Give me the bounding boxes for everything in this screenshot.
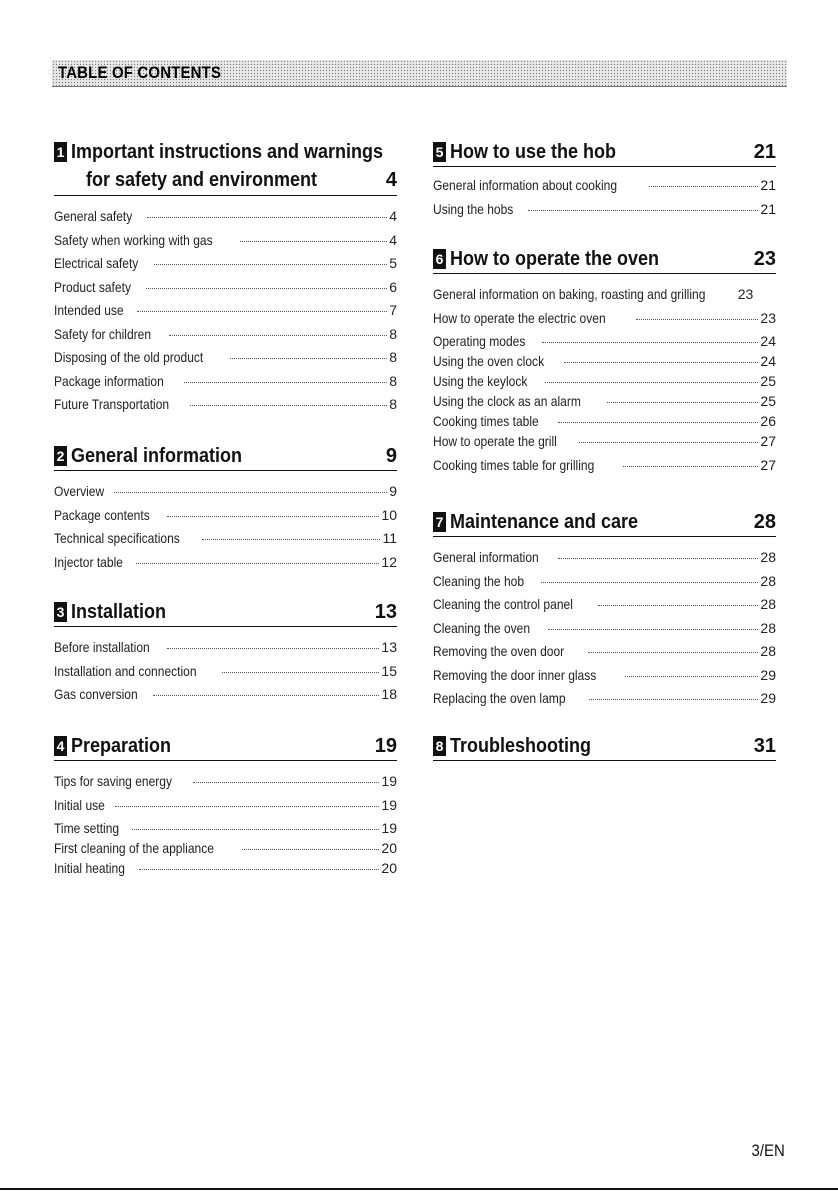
entry-page: 4	[389, 231, 397, 248]
entry-page: 8	[389, 372, 397, 389]
entry-page: 5	[389, 255, 397, 271]
section-title: Maintenance and care	[450, 511, 639, 533]
entry-page: 8	[389, 396, 397, 412]
dot-leader	[230, 358, 388, 359]
dot-leader	[153, 695, 379, 696]
toc-entry[interactable]	[54, 797, 397, 821]
entry-label: How to operate the electric oven	[433, 309, 606, 326]
dot-leader	[240, 241, 387, 242]
entry-page: 8	[389, 325, 397, 342]
section-heading[interactable]	[54, 444, 397, 471]
section-title: Installation	[71, 601, 167, 623]
entry-list	[433, 177, 776, 224]
entry-label: Gas conversion	[54, 686, 138, 702]
toc-section-2	[54, 444, 397, 577]
dot-leader	[167, 648, 379, 649]
entry-page: 29	[760, 666, 776, 683]
dot-leader	[154, 264, 387, 265]
entry-page: 28	[760, 643, 776, 659]
toc-title: TABLE OF CONTENTS	[58, 63, 222, 82]
dot-leader	[139, 869, 380, 870]
entry-page: 15	[381, 662, 397, 679]
entry-list	[54, 773, 397, 880]
toc-entry[interactable]	[433, 393, 776, 413]
toc-entry[interactable]	[54, 554, 397, 578]
toc-entry[interactable]	[433, 643, 776, 667]
entry-label: Technical specifications	[54, 530, 180, 546]
dot-leader	[242, 849, 379, 850]
entry-page: 19	[381, 820, 397, 836]
section-heading[interactable]	[54, 600, 397, 627]
entry-page: 28	[760, 572, 776, 589]
entry-label: General information about cooking	[433, 177, 618, 193]
toc-entry[interactable]	[433, 433, 776, 457]
toc-entry[interactable]	[54, 860, 397, 880]
dot-leader	[548, 629, 759, 630]
dot-leader	[193, 782, 379, 783]
section-number-badge: 5	[433, 142, 446, 162]
dot-leader	[137, 311, 387, 312]
section-number-badge: 2	[54, 446, 67, 466]
toc-entry[interactable]	[54, 639, 397, 663]
toc-entry[interactable]	[433, 667, 776, 691]
section-page-number: 19	[374, 735, 397, 757]
entry-page: 9	[389, 483, 397, 499]
toc-entry[interactable]	[433, 549, 776, 573]
toc-entry[interactable]	[54, 232, 397, 256]
entry-label: Disposing of the old product	[54, 349, 204, 365]
dot-leader	[542, 342, 758, 343]
dot-leader	[132, 829, 380, 830]
entry-page: 27	[760, 433, 776, 449]
dot-leader	[579, 442, 758, 443]
dot-leader	[623, 466, 759, 467]
section-page-number: 28	[753, 511, 776, 533]
entry-label: Electrical safety	[54, 255, 139, 271]
dot-leader	[649, 186, 758, 187]
toc-entry[interactable]	[54, 373, 397, 397]
toc-entry[interactable]	[54, 820, 397, 840]
entry-label: General information	[433, 549, 539, 565]
page-number-footer: 3/EN	[751, 1141, 785, 1160]
entry-page: 10	[381, 506, 397, 523]
entry-label: Cleaning the hob	[433, 572, 525, 589]
dot-leader	[598, 605, 759, 606]
toc-entry[interactable]	[54, 255, 397, 279]
toc-entry[interactable]	[54, 840, 397, 860]
dot-leader	[146, 288, 388, 289]
toc-entry[interactable]	[433, 201, 776, 225]
entry-page: 28	[760, 619, 776, 636]
section-heading[interactable]	[54, 140, 397, 166]
toc-section-7	[433, 510, 776, 714]
dot-leader	[115, 806, 379, 807]
toc-entry[interactable]	[433, 353, 776, 373]
toc-section-5	[433, 140, 776, 224]
toc-section-3	[54, 600, 397, 710]
dot-leader	[114, 492, 387, 493]
entry-label: Installation and connection	[54, 662, 197, 679]
entry-label: Operating modes	[433, 333, 526, 349]
toc-entry[interactable]	[433, 373, 776, 393]
section-title: Preparation	[71, 735, 172, 757]
entry-label: Package information	[54, 372, 164, 389]
toc-entry[interactable]	[54, 349, 397, 373]
entry-page: 21	[760, 200, 776, 217]
entry-label: Initial heating	[54, 860, 125, 876]
entry-label: Safety when working with gas	[54, 231, 213, 248]
dot-leader	[564, 362, 758, 363]
entry-page: 24	[760, 353, 776, 369]
entry-label: First cleaning of the appliance	[54, 840, 214, 856]
entry-label: How to operate the grill	[433, 433, 557, 449]
entry-page: 8	[389, 349, 397, 365]
entry-page: 27	[760, 456, 776, 473]
section-title: Troubleshooting	[450, 735, 591, 757]
section-heading[interactable]	[433, 247, 776, 274]
dot-leader	[545, 382, 759, 383]
dot-leader	[558, 422, 758, 423]
dot-leader	[528, 210, 758, 211]
entry-label: Removing the door inner glass	[433, 666, 597, 683]
entry-label: Time setting	[54, 820, 120, 836]
dot-leader	[190, 405, 387, 406]
dot-leader	[589, 699, 758, 700]
section-heading[interactable]	[433, 140, 776, 167]
entry-label: Cooking times table for grilling	[433, 456, 595, 473]
dot-leader	[625, 676, 759, 677]
toc-entry[interactable]	[433, 596, 776, 620]
dot-leader	[169, 335, 387, 336]
entry-label: Using the oven clock	[433, 353, 545, 369]
dot-leader	[541, 582, 759, 583]
entry-label: Safety for children	[54, 325, 152, 342]
entry-page: 23	[760, 309, 776, 326]
section-heading[interactable]	[433, 734, 776, 761]
entry-label: Using the hobs	[433, 200, 514, 217]
entry-page: 20	[381, 860, 397, 876]
entry-page: 19	[381, 796, 397, 813]
dot-leader	[558, 558, 758, 559]
section-page-number: 13	[374, 601, 397, 623]
entry-page: 19	[381, 773, 397, 789]
toc-entry[interactable]	[54, 326, 397, 350]
toc-entry[interactable]	[433, 286, 776, 310]
section-number-badge: 4	[54, 736, 67, 756]
section-number-badge: 6	[433, 249, 446, 269]
dot-leader	[202, 539, 380, 540]
toc-entry[interactable]	[433, 457, 776, 481]
dot-leader	[184, 382, 388, 383]
section-page-number: 4	[385, 169, 397, 191]
section-number-badge: 3	[54, 602, 67, 622]
section-title-line2: for safety and environment	[86, 169, 318, 191]
entry-label: Replacing the oven lamp	[433, 690, 566, 706]
entry-label: Cleaning the oven	[433, 619, 531, 636]
toc-entry[interactable]	[54, 208, 397, 232]
entry-label: Tips for saving energy	[54, 773, 173, 789]
entry-list	[54, 639, 397, 710]
section-heading-line2[interactable]	[54, 168, 397, 196]
toc-entry[interactable]	[433, 573, 776, 597]
section-heading[interactable]	[54, 734, 397, 761]
dot-leader	[588, 652, 759, 653]
entry-label: Future Transportation	[54, 396, 170, 412]
entry-list	[433, 549, 776, 714]
entry-label: Before installation	[54, 639, 150, 655]
section-title: How to operate the oven	[450, 248, 660, 270]
toc-entry[interactable]	[54, 302, 397, 326]
section-title: How to use the hob	[450, 141, 616, 163]
entry-page: 25	[760, 373, 776, 389]
section-number-badge: 1	[54, 142, 67, 162]
section-number-badge: 8	[433, 736, 446, 756]
bottom-rule	[0, 1188, 838, 1190]
entry-label: Intended use	[54, 302, 124, 318]
entry-page: 25	[760, 393, 776, 409]
entry-label: Initial use	[54, 796, 105, 813]
section-page-number: 23	[753, 248, 776, 270]
entry-page: 24	[760, 333, 776, 349]
dot-leader	[607, 402, 758, 403]
toc-entry[interactable]	[54, 530, 397, 554]
entry-page: 6	[389, 278, 397, 295]
entry-list	[433, 286, 776, 480]
entry-list	[54, 208, 397, 420]
section-title: General information	[71, 445, 243, 467]
toc-entry[interactable]	[433, 177, 776, 201]
entry-page: 26	[760, 413, 776, 429]
entry-page: 4	[389, 208, 397, 224]
toc-entry[interactable]	[54, 507, 397, 531]
toc-entry[interactable]	[54, 663, 397, 687]
toc-entry[interactable]	[433, 310, 776, 334]
entry-label: Using the keylock	[433, 373, 528, 389]
entry-label: General information on baking, roasting and grilling	[433, 286, 706, 302]
entry-label: Injector table	[54, 553, 123, 570]
section-page-number: 9	[385, 445, 397, 467]
toc-entry[interactable]	[54, 483, 397, 507]
toc-entry[interactable]	[54, 279, 397, 303]
entry-label: Removing the oven door	[433, 643, 565, 659]
dot-leader	[222, 672, 380, 673]
entry-page: 29	[760, 690, 776, 706]
toc-entry[interactable]	[54, 686, 397, 710]
entry-label: Using the clock as an alarm	[433, 393, 581, 409]
dot-leader	[167, 516, 379, 517]
toc-section-4	[54, 734, 397, 880]
section-number-badge: 7	[433, 512, 446, 532]
section-title: Important instructions and warnings	[71, 141, 384, 163]
entry-page: 21	[760, 177, 776, 193]
entry-page: 7	[389, 302, 397, 318]
dot-leader	[136, 563, 379, 564]
section-page-number: 21	[753, 141, 776, 163]
entry-page: 11	[382, 530, 397, 546]
entry-label: Package contents	[54, 506, 150, 523]
toc-entry[interactable]	[54, 773, 397, 797]
toc-banner	[52, 60, 787, 87]
entry-page: 18	[381, 686, 397, 702]
toc-entry[interactable]	[433, 333, 776, 353]
entry-label: Product safety	[54, 278, 131, 295]
toc-entry[interactable]	[433, 690, 776, 714]
entry-label: General safety	[54, 208, 133, 224]
entry-page: 20	[381, 840, 397, 856]
entry-label: Cleaning the control panel	[433, 596, 573, 612]
section-page-number: 31	[753, 735, 776, 757]
entry-label: Overview	[54, 483, 105, 499]
entry-page: 28	[760, 549, 776, 565]
section-heading[interactable]	[433, 510, 776, 537]
dot-leader	[636, 319, 759, 320]
entry-page: 28	[760, 596, 776, 612]
entry-list	[54, 483, 397, 577]
toc-entry[interactable]	[433, 620, 776, 644]
entry-label: Cooking times table	[433, 413, 539, 429]
toc-entry[interactable]	[433, 413, 776, 433]
toc-entry[interactable]	[54, 396, 397, 420]
entry-page: 23	[737, 286, 754, 302]
toc-section-1	[54, 140, 397, 420]
entry-page: 13	[381, 639, 397, 655]
dot-leader	[147, 217, 387, 218]
toc-section-8	[433, 734, 776, 761]
entry-page: 12	[381, 553, 397, 570]
toc-section-6	[433, 247, 776, 480]
